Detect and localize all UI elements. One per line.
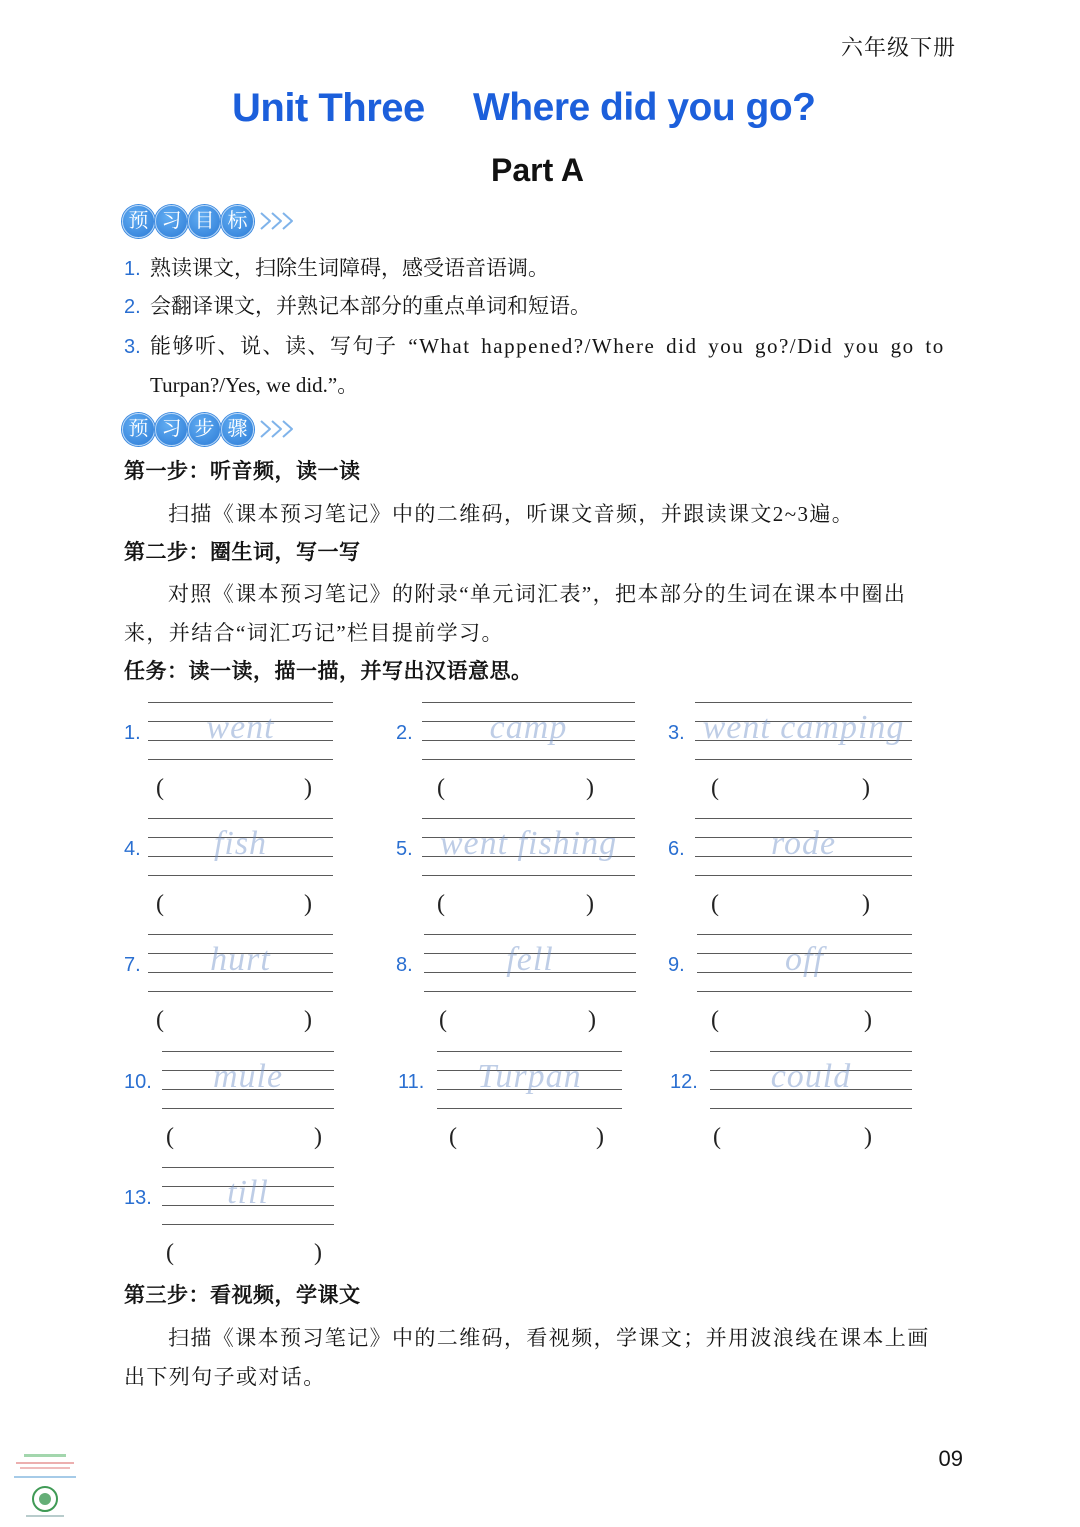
traced-word: went: [206, 711, 275, 745]
writing-line: [148, 991, 333, 992]
vocab-item: [396, 818, 645, 918]
badge-char: 目: [188, 205, 221, 238]
vocab-number: 1.: [124, 722, 141, 744]
goal-number: 2.: [124, 296, 141, 318]
traced-word: went camping: [702, 711, 905, 745]
step3-text-line: 扫描《课本预习笔记》中的二维码，看视频，学课文；并用波浪线在课本上画: [168, 1326, 930, 1350]
writing-line: [422, 818, 635, 819]
answer-close-paren: ): [304, 891, 312, 917]
step3-heading: 第三步：看视频，学课文: [124, 1284, 361, 1307]
writing-line: [422, 875, 635, 876]
goal-item: [124, 294, 591, 319]
writing-line: [422, 702, 635, 703]
step2-heading: 第二步：圈生词，写一写: [124, 541, 361, 564]
vocab-item: [396, 702, 645, 802]
answer-close-paren: ): [864, 1007, 872, 1033]
writing-line: [162, 1167, 334, 1168]
vocab-item: [124, 818, 343, 918]
writing-line: [148, 934, 333, 935]
writing-line: [695, 818, 912, 819]
traced-word: fell: [506, 943, 554, 977]
traced-word: went fishing: [439, 827, 618, 861]
vocab-item: [668, 702, 922, 802]
writing-line: [695, 875, 912, 876]
grade-label: 六年级下册: [840, 35, 956, 60]
writing-line: [424, 991, 636, 992]
goal-number: 3.: [124, 336, 141, 358]
answer-open-paren: (: [437, 775, 445, 801]
traced-word: hurt: [210, 943, 271, 977]
goal-text: 能够听、说、读、写句子 “What happened?/Where did you go?/Did you go to: [150, 334, 945, 358]
chevrons-icon: [259, 210, 297, 232]
traced-word: mule: [212, 1060, 284, 1094]
writing-line: [162, 1051, 334, 1052]
answer-close-paren: ): [304, 775, 312, 801]
task-heading: 任务：读一读，描一描，并写出汉语意思。: [124, 660, 533, 683]
part-title: Part A: [490, 152, 585, 188]
vocab-number: 4.: [124, 838, 141, 860]
badge-preview-steps: [122, 412, 297, 446]
answer-open-paren: (: [711, 1007, 719, 1033]
answer-open-paren: (: [711, 891, 719, 917]
vocab-item: [668, 934, 922, 1034]
step2-text-line: 对照《课本预习笔记》的附录“单元词汇表”，把本部分的生词在课本中圈出: [168, 582, 907, 606]
traced-word: rode: [770, 827, 837, 861]
writing-line: [162, 1108, 334, 1109]
writing-line: [424, 934, 636, 935]
badge-char: 预: [122, 413, 155, 446]
traced-word: till: [227, 1176, 269, 1210]
answer-open-paren: (: [439, 1007, 447, 1033]
goal-text-continued: Turpan?/Yes, we did.”。: [150, 373, 359, 397]
vocab-number: 5.: [396, 838, 413, 860]
badge-preview-goals: [122, 204, 297, 238]
answer-close-paren: ): [862, 775, 870, 801]
answer-close-paren: ): [596, 1124, 604, 1150]
answer-open-paren: (: [156, 775, 164, 801]
answer-close-paren: ): [586, 775, 594, 801]
vocab-number: 3.: [668, 722, 685, 744]
goal-text: 熟读课文，扫除生词障碍，感受语音语调。: [150, 256, 549, 280]
vocab-item: [124, 1051, 344, 1151]
writing-line: [422, 759, 635, 760]
answer-open-paren: (: [166, 1124, 174, 1150]
writing-line: [437, 1051, 622, 1052]
writing-line: [697, 991, 912, 992]
traced-word: fish: [213, 827, 268, 861]
page-number: 09: [938, 1446, 963, 1471]
unit-number: Unit Three: [232, 86, 425, 130]
traced-word: off: [785, 943, 824, 977]
vocab-number: 2.: [396, 722, 413, 744]
vocab-item: [670, 1051, 922, 1151]
qr-seal-icon: [12, 1452, 78, 1520]
vocab-item: [124, 1167, 344, 1267]
answer-close-paren: ): [314, 1240, 322, 1266]
vocab-number: 9.: [668, 954, 685, 976]
traced-word: could: [770, 1060, 852, 1094]
answer-open-paren: (: [156, 1007, 164, 1033]
traced-word: Turpan: [477, 1060, 582, 1094]
writing-line: [148, 875, 333, 876]
vocab-number: 12.: [670, 1071, 698, 1093]
writing-line: [695, 759, 912, 760]
answer-close-paren: ): [588, 1007, 596, 1033]
vocab-number: 7.: [124, 954, 141, 976]
writing-line: [697, 934, 912, 935]
badge-char: 标: [221, 205, 254, 238]
answer-open-paren: (: [711, 775, 719, 801]
step1-heading: 第一步：听音频，读一读: [124, 460, 361, 483]
step2-text-line: 来，并结合“词汇巧记”栏目提前学习。: [124, 621, 504, 645]
answer-open-paren: (: [437, 891, 445, 917]
goal-text: 会翻译课文，并熟记本部分的重点单词和短语。: [150, 294, 591, 318]
answer-close-paren: ): [586, 891, 594, 917]
answer-open-paren: (: [449, 1124, 457, 1150]
badge-char: 预: [122, 205, 155, 238]
step1-text: 扫描《课本预习笔记》中的二维码，听课文音频，并跟读课文2~3遍。: [168, 502, 855, 526]
badge-char: 骤: [221, 413, 254, 446]
vocab-item: [124, 702, 343, 802]
vocab-number: 10.: [124, 1071, 152, 1093]
vocab-item: [398, 1051, 632, 1151]
chevrons-icon: [259, 418, 297, 440]
goal-item: [124, 256, 549, 281]
badge-char: 习: [155, 413, 188, 446]
answer-close-paren: ): [864, 1124, 872, 1150]
vocab-item: [668, 818, 922, 918]
writing-line: [162, 1224, 334, 1225]
vocab-item: [396, 934, 646, 1034]
writing-line: [148, 759, 333, 760]
writing-line: [148, 818, 333, 819]
answer-open-paren: (: [166, 1240, 174, 1266]
writing-line: [148, 702, 333, 703]
badge-char: 步: [188, 413, 221, 446]
vocab-number: 8.: [396, 954, 413, 976]
traced-word: camp: [489, 711, 568, 745]
step3-text-line: 出下列句子或对话。: [124, 1365, 326, 1389]
writing-line: [710, 1108, 912, 1109]
vocab-number: 6.: [668, 838, 685, 860]
answer-close-paren: ): [304, 1007, 312, 1033]
answer-open-paren: (: [156, 891, 164, 917]
writing-line: [710, 1051, 912, 1052]
goal-item: [124, 334, 945, 359]
writing-line: [695, 702, 912, 703]
vocab-number: 13.: [124, 1187, 152, 1209]
vocab-number: 11.: [398, 1071, 425, 1093]
goal-number: 1.: [124, 258, 141, 280]
badge-char: 习: [155, 205, 188, 238]
writing-line: [437, 1108, 622, 1109]
answer-open-paren: (: [713, 1124, 721, 1150]
unit-topic: Where did you go?: [473, 86, 816, 129]
answer-close-paren: ): [314, 1124, 322, 1150]
vocab-item: [124, 934, 343, 1034]
answer-close-paren: ): [862, 891, 870, 917]
